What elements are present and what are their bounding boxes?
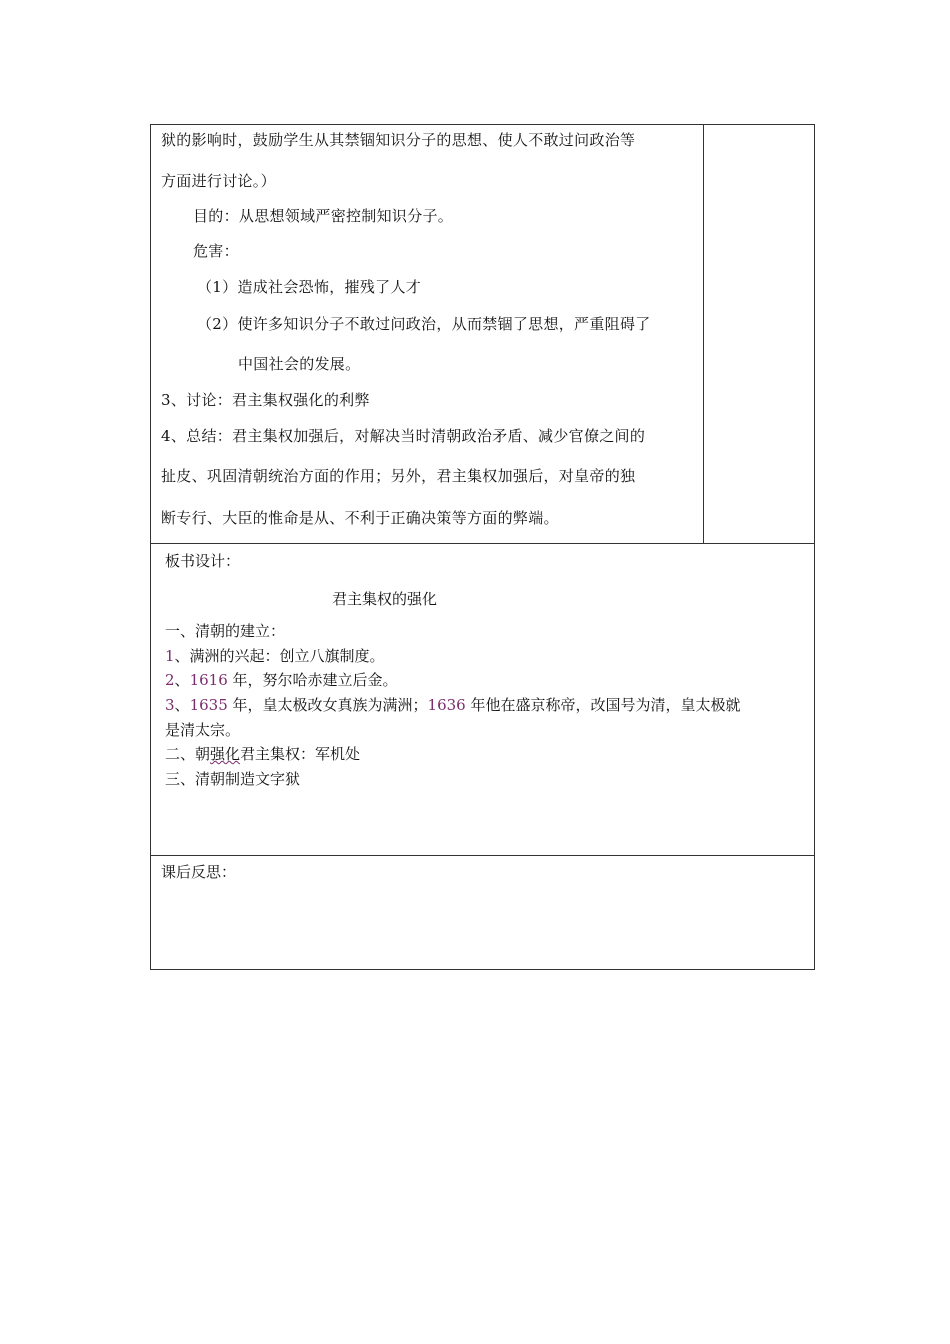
summary-line: 断专行、大臣的惟命是从、不利于正确决策等方面的弊端。: [161, 509, 559, 527]
harm-item-1: （1）造成社会恐怖，摧残了人才: [197, 278, 422, 296]
item-year: 1636: [427, 696, 466, 714]
item-sep: 、: [174, 696, 190, 714]
board-part-2: [165, 745, 360, 763]
item-number: 1: [165, 647, 175, 665]
item-year: 1635: [189, 696, 228, 714]
side-column-divider: [703, 125, 704, 544]
board-item-1: [165, 647, 385, 665]
harm-item-2: （2）使许多知识分子不敢过问政治，从而禁锢了思想，严重阻碍了: [197, 315, 651, 333]
board-label: 板书设计：: [165, 552, 241, 570]
row-divider: [151, 855, 814, 856]
board-title: 君主集权的强化: [332, 590, 438, 608]
reflection-label: 课后反思：: [161, 863, 237, 881]
text-line: 方面进行讨论。）: [161, 172, 276, 190]
board-item-3-cont: 是清太宗。: [165, 721, 241, 739]
item-number: 3: [165, 696, 175, 714]
discussion-text: 3、讨论：君主集权强化的利弊: [161, 391, 370, 409]
teaching-process-cell: [151, 125, 814, 544]
harm-item-2-cont: 中国社会的发展。: [238, 355, 361, 373]
item-text: 年，努尔哈赤建立后金。: [227, 671, 398, 689]
discussion-item: [161, 391, 370, 409]
item-text: 年，皇太极改女真族为满洲；: [227, 696, 428, 714]
item-text: 年他在盛京称帝，改国号为清，皇太极就: [465, 696, 741, 714]
part-text-marked: 强化: [210, 745, 241, 763]
harm-label: 危害：: [193, 242, 239, 260]
board-part-1: 一、清朝的建立：: [165, 622, 286, 640]
row-divider: [151, 543, 814, 544]
board-item-2: [165, 671, 398, 689]
part-text: 二、朝: [165, 745, 211, 763]
text-line: 狱的影响时，鼓励学生从其禁锢知识分子的思想、使人不敢过问政治等: [161, 131, 636, 149]
item-number: 2: [165, 671, 175, 689]
board-item-3: [165, 696, 741, 714]
purpose-text: 目的：从思想领域严密控制知识分子。: [193, 207, 454, 225]
item-sep: 、: [174, 671, 190, 689]
part-text: 君主集权：军机处: [240, 745, 361, 763]
summary-line: 4、总结：君主集权加强后，对解决当时清朝政治矛盾、减少官僚之间的: [161, 427, 646, 445]
item-text: 、满洲的兴起：创立八旗制度。: [174, 647, 385, 665]
lesson-plan-table: [150, 124, 815, 970]
board-part-3: 三、清朝制造文字狱: [165, 770, 301, 788]
summary-line: 扯皮、巩固清朝统治方面的作用；另外，君主集权加强后，对皇帝的独: [161, 467, 636, 485]
item-year: 1616: [189, 671, 228, 689]
